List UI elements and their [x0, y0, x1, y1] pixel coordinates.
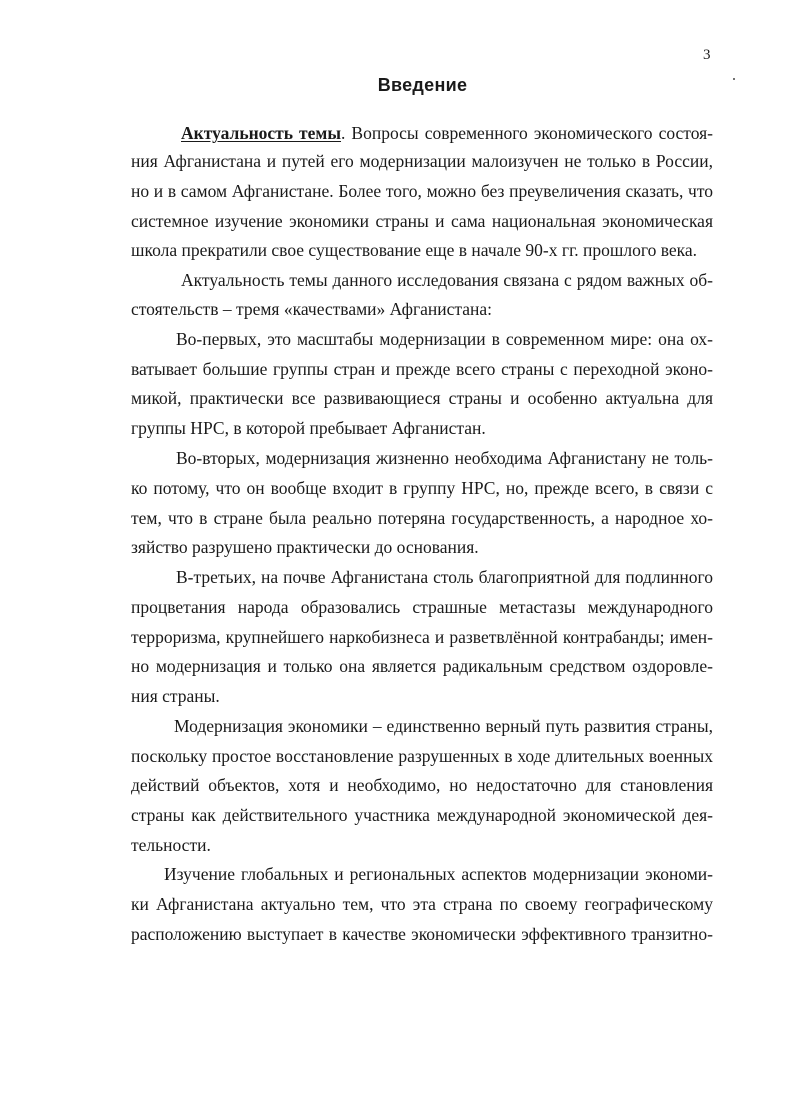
text-line — [131, 417, 713, 439]
text-line — [174, 715, 713, 737]
text-line — [131, 507, 713, 529]
text-segment: но модернизация и только она является радикальным средством оздоровле- — [131, 656, 713, 676]
text-line — [131, 626, 713, 648]
text-segment: тем, что в стране была реально потеряна государственность, а народное хо- — [131, 508, 713, 528]
text-segment: Модернизация экономики – единственно верный путь развития страны, — [174, 716, 713, 736]
text-line — [131, 774, 713, 796]
text-line — [131, 298, 713, 320]
text-line — [131, 150, 713, 172]
text-line — [131, 477, 713, 499]
text-segment: действий объектов, хотя и необходимо, но недостаточно для становления — [131, 775, 713, 795]
text-line — [131, 596, 713, 618]
text-segment: Изучение глобальных и региональных аспектов модернизации экономи- — [164, 864, 713, 884]
text-segment: системное изучение экономики страны и сама национальная экономическая — [131, 211, 713, 231]
page-number: 3 — [703, 47, 711, 63]
text-segment: . Вопросы современного экономического состоя- — [341, 123, 714, 143]
text-segment: школа прекратили свое существование еще в начале 90-х гг. прошлого века. — [131, 240, 698, 260]
text-segment: поскольку простое восстановление разрушенных в ходе длительных военных — [131, 746, 713, 766]
text-segment: ки Афганистана актуально тем, что эта страна по своему географическому — [131, 894, 713, 914]
text-segment: ния страны. — [131, 686, 220, 706]
text-line — [181, 269, 713, 291]
text-segment: ния Афганистана и путей его модернизации малоизучен не только в России, — [131, 151, 713, 171]
text-line — [131, 239, 713, 261]
text-segment: Во-первых, это масштабы модернизации в современном мире: она ох- — [176, 329, 713, 349]
text-segment: процветания народа образовались страшные метастазы международного — [131, 597, 713, 617]
text-line — [131, 685, 713, 707]
lead-term: Актуальность темы — [181, 123, 342, 143]
text-segment: группы НРС, в которой пребывает Афганистан. — [131, 418, 486, 438]
text-line — [131, 893, 713, 915]
text-segment: ко потому, что он вообще входит в группу НРС, но, прежде всего, в связи с — [131, 478, 713, 498]
text-line — [131, 210, 713, 232]
text-line — [131, 834, 713, 856]
text-line — [164, 863, 713, 885]
text-segment: Актуальность темы данного исследования связана с рядом важных об- — [181, 270, 713, 290]
text-line — [131, 387, 713, 409]
text-segment: страны как действительного участника международной экономической дея- — [131, 805, 713, 825]
text-segment: зяйство разрушено практически до основания. — [131, 537, 479, 557]
text-line — [131, 536, 713, 558]
text-segment: терроризма, крупнейшего наркобизнеса и разветвлённой контрабанды; имен- — [131, 627, 713, 647]
text-line — [131, 180, 713, 202]
text-line — [176, 328, 713, 350]
text-segment: но и в самом Афганистане. Более того, можно без преувеличения сказать, что — [131, 181, 713, 201]
text-line — [131, 655, 713, 677]
text-line — [131, 923, 713, 945]
text-segment: расположению выступает в качестве экономически эффективного транзитно- — [131, 924, 713, 944]
text-segment: ватывает большие группы стран и прежде всего страны с переходной эконо- — [131, 359, 713, 379]
text-segment: В-третьих, на почве Афганистана столь благоприятной для подлинного — [176, 567, 713, 587]
text-line — [131, 358, 713, 380]
text-line — [176, 566, 713, 588]
page-title: Введение — [377, 75, 468, 95]
text-line — [176, 447, 713, 469]
text-segment: микой, практически все развивающиеся страны и особенно актуальна для — [131, 388, 713, 408]
text-segment: тельности. — [131, 835, 211, 855]
text-segment: Во-вторых, модернизация жизненно необходима Афганистану не толь- — [176, 448, 713, 468]
text-line — [131, 804, 713, 826]
text-line — [181, 122, 713, 144]
text-segment: стоятельств – тремя «качествами» Афганистана: — [131, 299, 493, 319]
text-line — [131, 745, 713, 767]
